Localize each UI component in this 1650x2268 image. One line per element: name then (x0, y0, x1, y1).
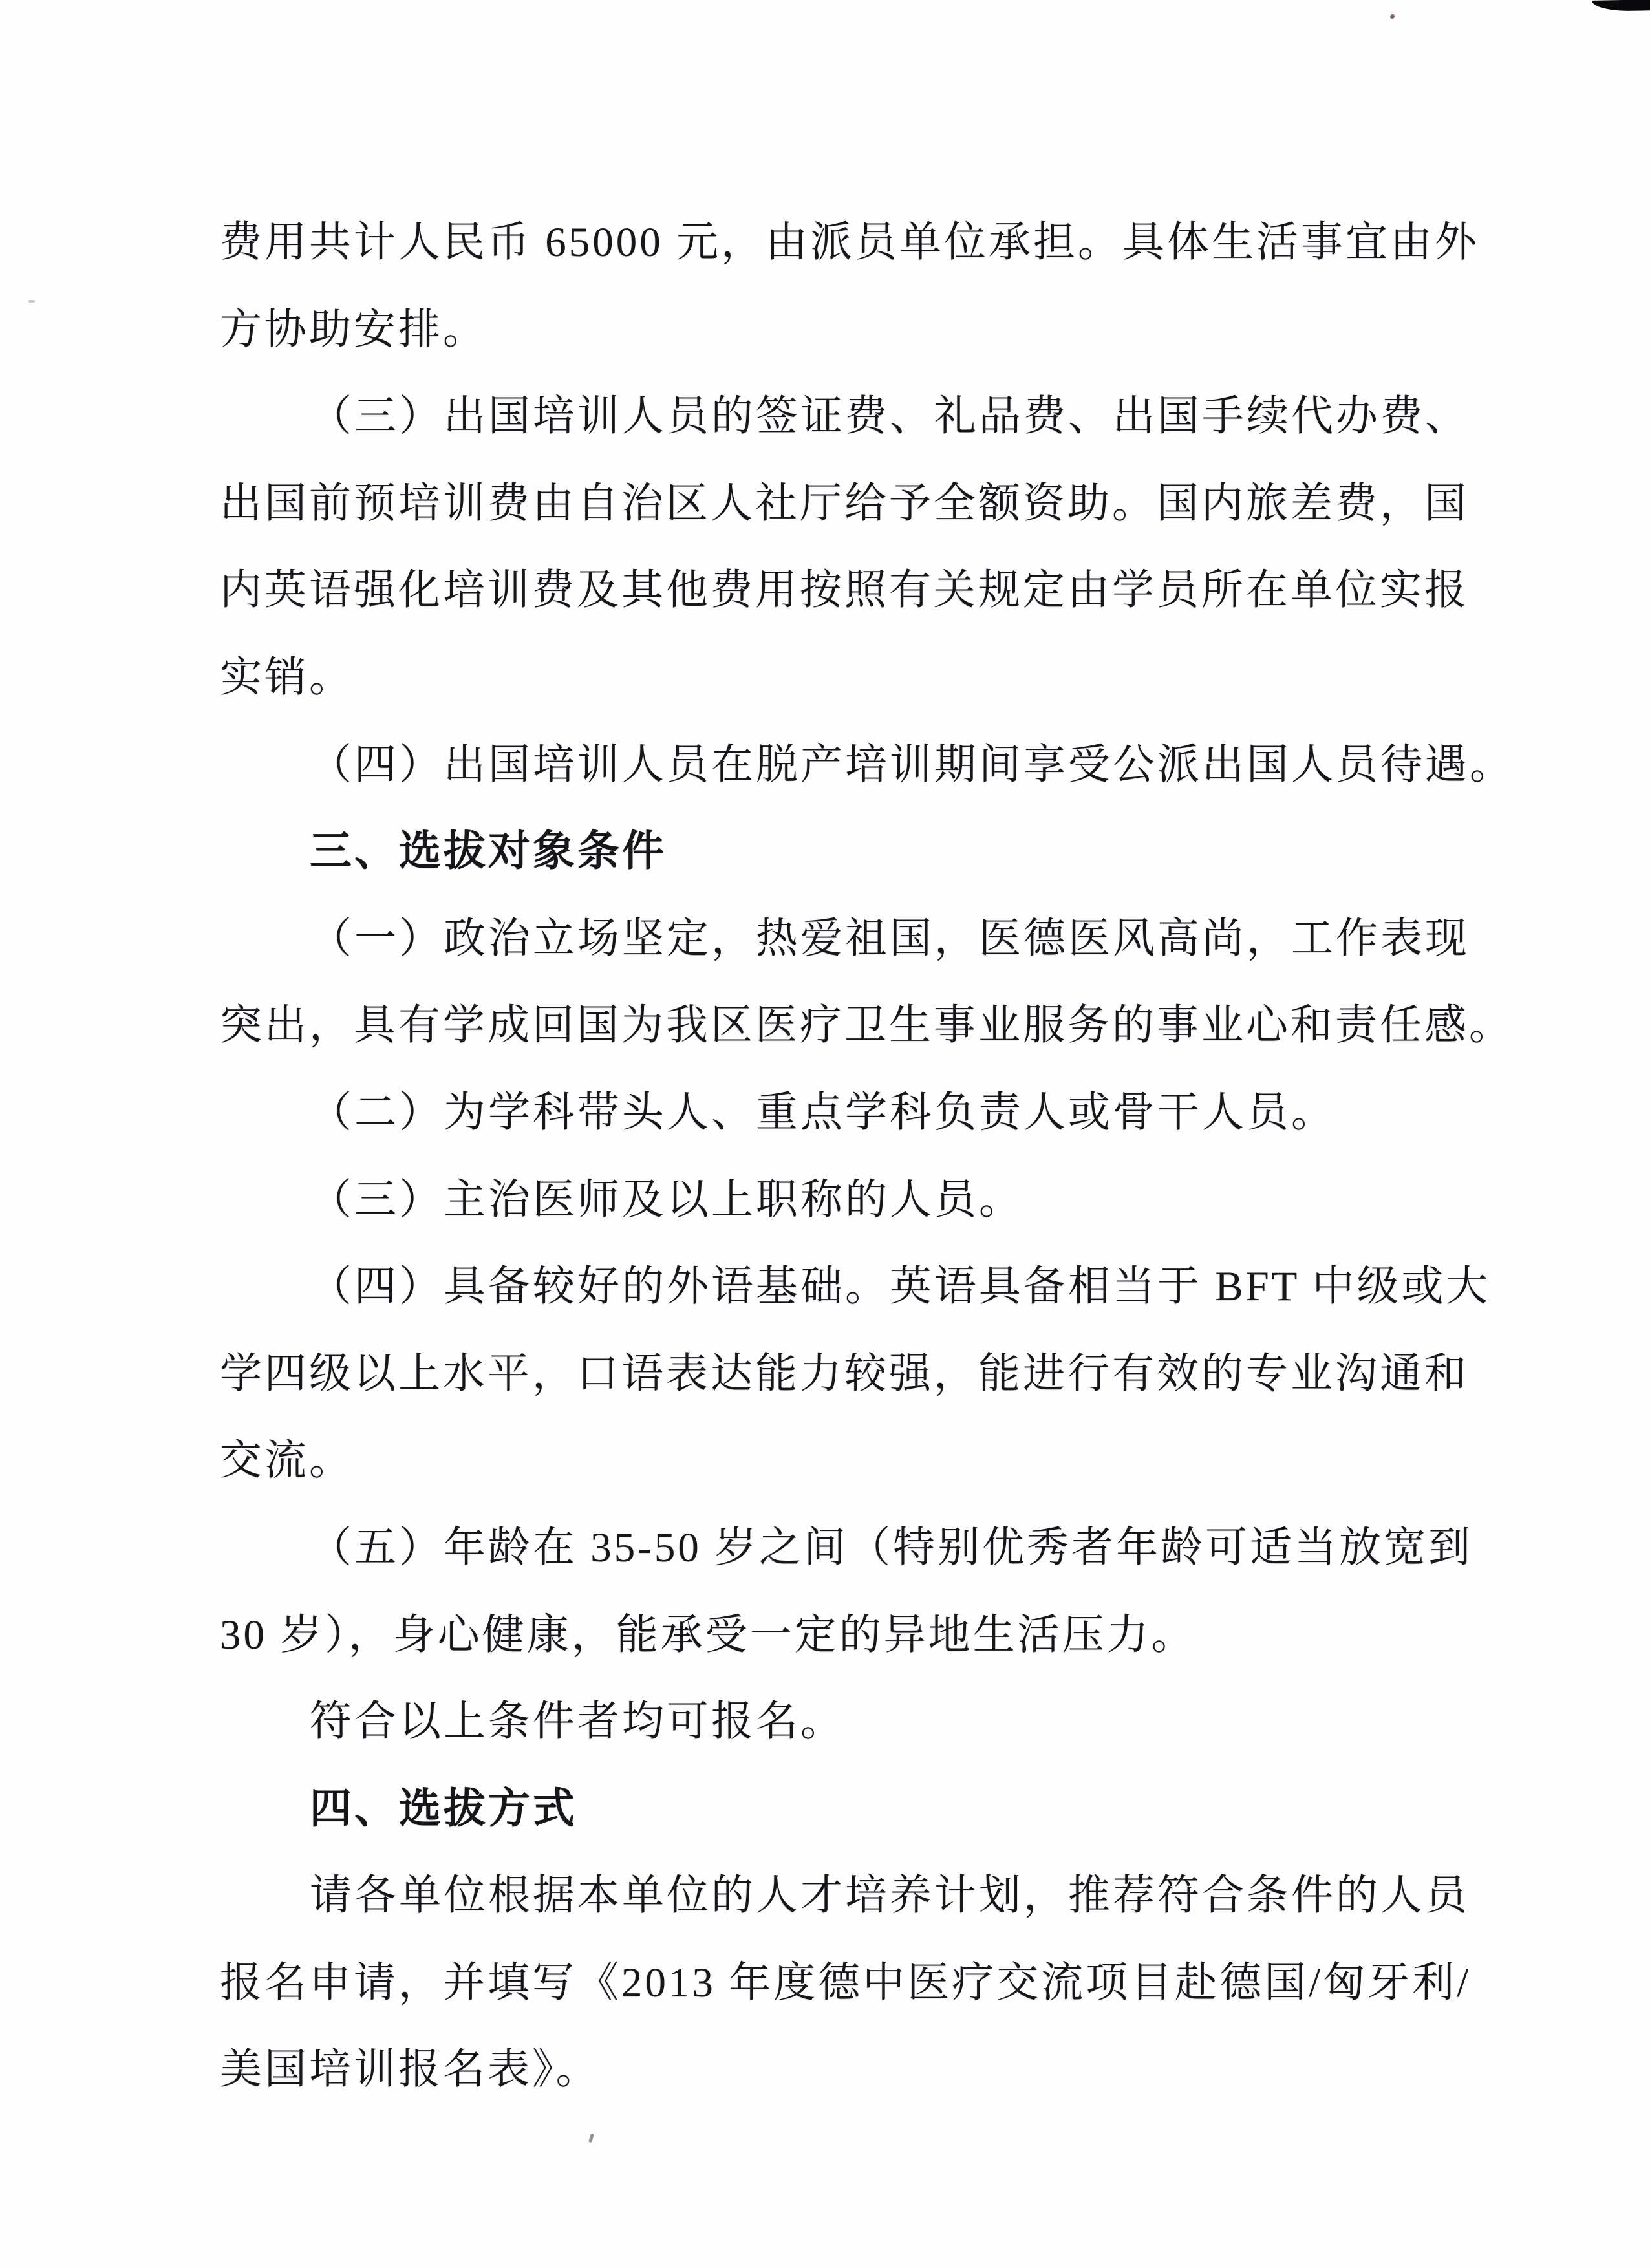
text-line-6: 实销。 (220, 654, 354, 701)
text-line-1: 费用共计人民币 65000 元，由派员单位承担。具体生活事宜由外 (220, 219, 1480, 266)
text-line-16: （五）年龄在 35-50 岁之间（特别优秀者年龄可适当放宽到 (310, 1524, 1473, 1571)
text-line-15: 交流。 (220, 1437, 354, 1484)
text-line-12: （三）主治医师及以上职称的人员。 (310, 1176, 1024, 1223)
text-line-20: 请各单位根据本单位的人才培养计划，推荐符合条件的人员 (310, 1872, 1470, 1920)
text-line-22: 美国培训报名表》。 (220, 2046, 601, 2093)
text-line-14: 学四级以上水平，口语表达能力较强，能进行有效的专业沟通和 (220, 1350, 1470, 1397)
ink-speck (28, 300, 35, 303)
text-line-11: （二）为学科带头人、重点学科负责人或骨干人员。 (310, 1089, 1336, 1136)
section-heading-3: 三、选拔对象条件 (310, 828, 667, 875)
text-line-13: （四）具备较好的外语基础。英语具备相当于 BFT 中级或大 (310, 1263, 1491, 1311)
text-line-10: 突出，具有学成回国为我区医疗卫生事业服务的事业心和责任感。 (220, 1002, 1514, 1049)
section-heading-4: 四、选拔方式 (310, 1785, 578, 1832)
text-line-9: （一）政治立场坚定，热爱祖国，医德医风高尚，工作表现 (310, 915, 1470, 962)
text-line-17: 30 岁），身心健康，能承受一定的异地生活压力。 (220, 1611, 1196, 1658)
text-line-21: 报名申请，并填写《2013 年度德中医疗交流项目赴德国/匈牙利/ (220, 1959, 1472, 2006)
text-line-4: 出国前预培训费由自治区人社厅给予全额资助。国内旅差费，国 (220, 480, 1470, 527)
ink-speck (588, 2134, 594, 2143)
document-text-block (220, 199, 1515, 2113)
text-line-5: 内英语强化培训费及其他费用按照有关规定由学员所在单位实报 (220, 567, 1470, 614)
text-line-7: （四）出国培训人员在脱产培训期间享受公派出国人员待遇。 (310, 741, 1515, 788)
ink-speck (1390, 14, 1395, 19)
page-corner-scan-artifact (1592, 0, 1650, 12)
text-line-3: （三）出国培训人员的签证费、礼品费、出国手续代办费、 (310, 393, 1470, 440)
text-line-2: 方协助安排。 (220, 306, 488, 353)
text-line-18: 符合以上条件者均可报名。 (310, 1698, 846, 1746)
